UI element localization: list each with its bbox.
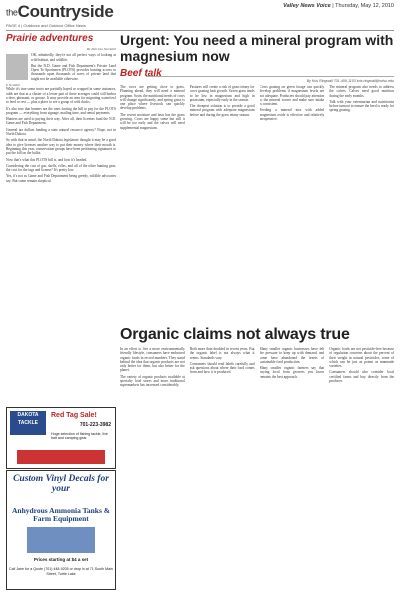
- article-paragraph: Consumers should also consider local certified farms and buy directly from the producer.: [329, 370, 394, 384]
- tackle-ad: [6, 407, 116, 469]
- article-paragraph: In an effort to live a more environmentally friendly lifestyle, consumers have embraced organic foods in record numbers. They stand behind the idea that organic products are not only better for them, but also better for the planet.: [120, 347, 185, 373]
- article-paragraph: The mineral program also needs to address the calves. Calves need good nutrition during the early months.: [329, 85, 394, 98]
- prairie-paragraph: Now that's what this PLOTS bill is, and how it's headed.: [6, 157, 88, 162]
- ad-image: [17, 450, 105, 464]
- organic-headline: Organic claims not always true: [120, 326, 350, 343]
- paper-name: Valley News Voice: [283, 3, 331, 9]
- ad-product: Anhydrous Ammonia Tanks & Farm Equipment: [11, 506, 111, 523]
- article-column: [190, 347, 255, 590]
- ad-details: Huge selection of fishing tackle, live bait and camping gear.: [51, 432, 108, 441]
- article-column: [260, 85, 325, 325]
- article-column: [120, 85, 185, 325]
- prairie-paragraph: OK, admittedly, they're not all perfect ways of looking at wild habitat, and wildlife.: [31, 53, 116, 62]
- article-column: [190, 85, 255, 325]
- main-byline: By Kris Ringwall 701-456-1103 kris.ringwall@ndsu.edu: [306, 79, 394, 83]
- ad-price: Prices starting at $4 a set: [33, 557, 89, 562]
- prairie-paragraph: General tax dollars funding a state natural resource agency? Nope, not in North Dakota.: [6, 127, 116, 137]
- main-article-body: [120, 85, 394, 325]
- article-paragraph: Pastures will create a risk of grass tetany for cows grazing lush growth. Green grass tends to be low in magnesium and high in potassium, especially early in the season.: [189, 85, 255, 102]
- section-divider: [146, 76, 394, 77]
- article-paragraph: Talk with your veterinarian and nutritionist before turnout to ensure the herd is ready for spring grazing.: [329, 99, 394, 113]
- ad-contact: Call Jane for a Quote (701) 448-9205 or drop in at 71 South Main Street, Turtle Lake: [9, 567, 113, 576]
- masthead: [6, 0, 394, 31]
- article-column: [329, 85, 394, 325]
- publication-logo: [6, 2, 114, 22]
- page-folio: PAGE 4 | Outdoors and Outdoor Office News: [6, 23, 86, 28]
- prairie-paragraph: It's also true that hunters are the ones footing the bill to pay for the PLOTS program — everything from signage, mailing time, and rental payments.: [6, 106, 116, 115]
- photo-caption: P. Stockhill: [6, 83, 20, 88]
- ad-logo: DAKOTA TACKLE: [10, 411, 46, 435]
- article-paragraph: Organic foods are not pesticide-free because of regulation concerns about the percent of their weight in natural pesticides, some of which can be just as potent as manmade varieties.: [329, 347, 394, 369]
- prairie-paragraph: Yes, it's not as Game and Fish Department being greedy, wildlife advocates say. But some remain skeptical.: [6, 174, 116, 183]
- prairie-paragraph: While it's true some tracts are partially hayed or cropped in some instances, odds are that at a cluster of a lesser part of these acreages could still harbor a deer, pheasant, or grouse. It may provide an area for migrating waterfowl to feed or rest — plus a place to see a group of wild ducks.: [6, 87, 116, 105]
- article-column: [120, 347, 185, 590]
- article-paragraph: The cheapest solution is to provide a good mineral program with adequate magnesium before and during the grass tetany season.: [189, 104, 255, 117]
- section-title-beef: Beef talk: [120, 68, 162, 79]
- ad-image: [27, 527, 95, 553]
- article-column: [329, 347, 394, 590]
- article-paragraph: Many smaller organic farmers say that buying local from growers you know remains the best approach.: [259, 366, 325, 379]
- article-paragraph: Many smaller organic businesses have felt the pressure to keep up with demand, and some have abandoned the tenets of sustainable food production.: [259, 347, 325, 364]
- author-photo: [6, 54, 28, 80]
- article-paragraph: Feeding a mineral mix with added magnesium oxide is effective and relatively inexpensive.: [259, 108, 325, 122]
- prairie-byline: By Patricia Stockhill: [86, 47, 116, 51]
- article-paragraph: Cows grazing on green forage can quickly develop problems if magnesium levels are not adequate. Producers should pay attention to the mineral source and make sure intake is consistent.: [259, 85, 325, 107]
- prairie-paragraph: Considering the cost of gas, shells, rifles, and all of the other hunting gear, the cost for the tags and license? It's pretty low.: [6, 163, 116, 173]
- article-paragraph: The recent moisture and heat has the grass growing. Cows are happy some but still it will be too early and the calves will need supplemental magnesium.: [120, 112, 185, 130]
- article-paragraph: The variety of organic products available at specialty food stores and more traditional supermarkets has increased considerably.: [120, 374, 185, 388]
- decals-ad: [6, 470, 116, 590]
- article-column: [260, 347, 325, 590]
- ad-phone: 701-223-3982: [79, 422, 111, 428]
- ad-headline: Red Tag Sale!: [51, 412, 97, 419]
- prairie-column: [6, 47, 116, 185]
- issue-date: Thursday, May 12, 2010: [335, 3, 394, 9]
- article-paragraph: The cows are getting close to grass. Planning ahead, they will need a mineral program. Soon, the nutritional needs of cows will change significantly, and spring grass is one place where livestock can quickly develop problems.: [120, 85, 185, 111]
- logo-prefix: the: [6, 7, 18, 18]
- article-paragraph: Both more than doubled in recent years. But the organic label is not always what it seems. Standards vary.: [189, 347, 255, 360]
- logo-main: Countryside: [17, 2, 114, 21]
- prairie-paragraph: Hunters are used to paying their way. After all, their licenses fund the N.D. Game and Fish Department.: [6, 117, 116, 126]
- article-paragraph: Consumers should read labels carefully and ask questions about where their food comes from and how it is produced.: [189, 361, 255, 375]
- organic-article-body: [120, 347, 394, 590]
- section-title-prairie: Prairie adventures: [6, 33, 94, 44]
- issue-info: Valley News Voice | Thursday, May 12, 2010: [283, 3, 394, 9]
- prairie-paragraph: But the N.D. Game and Fish Department's Private Land Open To Sportsmen (PLOTS) provides hunting access to thousands upon thousands of acres of private land that might not be available otherwise.: [31, 63, 116, 81]
- ad-headline: Custom Vinyl Decals for your: [13, 474, 109, 494]
- prairie-paragraph: So with that in mind, the North Dakota legislature thought it may be a good idea to give licenses another way to put their money where their mouth is. Beginning this year, conservation groups have been petitioning signatures to put the bill on the ballot.: [6, 138, 116, 156]
- main-headline: Urgent: You need a mineral program with magnesium now: [120, 32, 394, 64]
